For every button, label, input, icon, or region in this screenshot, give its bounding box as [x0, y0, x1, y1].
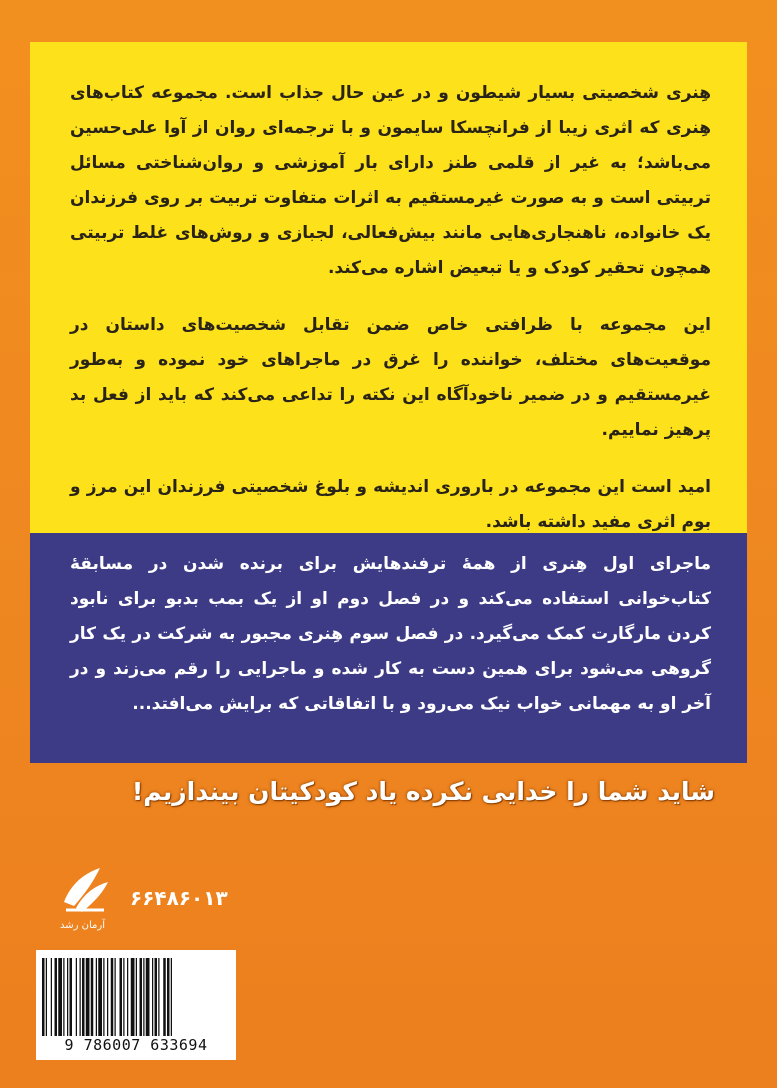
barcode-bar: [127, 958, 128, 1036]
barcode-bars: [42, 958, 230, 1036]
barcode-bar: [70, 958, 73, 1036]
barcode-bar: [42, 958, 45, 1036]
barcode-bar: [167, 958, 170, 1036]
barcode-bar: [152, 958, 153, 1036]
barcode-bar: [163, 958, 166, 1036]
barcode-bar: [140, 958, 143, 1036]
barcode-bar: [67, 958, 68, 1036]
barcode-bar: [103, 958, 104, 1036]
barcode: [36, 950, 236, 1060]
barcode-bar: [136, 958, 137, 1036]
tagline: شاید شما را خدایی نکرده یاد کودکیتان بیندازیم!: [131, 777, 715, 806]
description-paragraph-2: این مجموعه با ظرافتی خاص ضمن تقابل شخصیت‌های داستان در موقعیت‌های مختلف، خواننده را غرق در ماجراهای خود نموده و به‌طور غیرمستقیم و در ضمیر ناخودآگاه این نکته را تداعی می‌کند که باید از فعل بد پرهیز نماییم.: [70, 315, 711, 440]
synopsis-paragraph: ماجرای اول هِنری از همهٔ ترفندهایش برای برنده شدن در مسابقهٔ کتاب‌خوانی استفاده می‌کند و در فصل دوم او از یک بمب بدبو برای نابود کردن مارگارت کمک می‌گیرد. در فصل سوم هِنری مجبور به شرکت در یک کار گروهی می‌شود برای همین دست به کار شده و ماجرایی را رقم می‌زند و در آخر او به مهمانی خواب نیک می‌رود و با اتفاقاتی که برایش می‌افتد...: [70, 554, 711, 714]
barcode-bar: [123, 958, 124, 1036]
isbn-number: 9 786007 633694: [64, 1036, 208, 1054]
barcode-bar: [107, 958, 108, 1036]
barcode-bar: [76, 958, 77, 1036]
barcode-bar: [51, 958, 52, 1036]
barcode-bar: [98, 958, 102, 1036]
barcode-bar: [111, 958, 114, 1036]
publisher-block: [40, 862, 240, 942]
barcode-bar: [55, 958, 58, 1036]
barcode-bar: [63, 958, 64, 1036]
description-panel: [30, 42, 747, 533]
barcode-bar: [171, 958, 172, 1036]
barcode-bar: [46, 958, 47, 1036]
barcode-bar: [155, 958, 158, 1036]
barcode-bar: [58, 958, 62, 1036]
barcode-bar: [120, 958, 123, 1036]
barcode-bar: [146, 958, 150, 1036]
barcode-bar: [82, 958, 85, 1036]
publisher-name: آرمان رشد: [60, 920, 105, 931]
barcode-bar: [115, 958, 116, 1036]
description-paragraph-3: امید است این مجموعه در باروری اندیشه و بلوغ شخصیتی فرزندان این مرز و بوم اثری مفید داشته باشد.: [70, 477, 711, 532]
barcode-bar: [80, 958, 81, 1036]
barcode-bar: [96, 958, 97, 1036]
barcode-bar: [131, 958, 135, 1036]
barcode-bar: [158, 958, 159, 1036]
description-paragraph-1: هِنری شخصیتی بسیار شیطون و در عین حال جذاب است. مجموعه کتاب‌های هِنری که اثری زیبا از فرانچسکا سایمون و با ترجمه‌ای روان از آوا علی‌حسین می‌باشد؛ به غیر از قلمی طنز دارای بار آموزشی و روان‌شناختی مسائل تربیتی است و به صورت غیرمستقیم به اثرات متفاوت تربیت بر روی فرزندان یک خانواده، ناهنجاری‌هایی مانند بیش‌فعالی، لجبازی و روش‌های غلط تربیتی همچون تحقیر کودک و یا تبعیض اشاره می‌کند.: [70, 83, 711, 278]
publisher-phone: ۶۶۴۸۶۰۱۳: [130, 886, 228, 910]
book-leaf-icon: [58, 862, 114, 918]
barcode-bar: [91, 958, 94, 1036]
barcode-bar: [86, 958, 90, 1036]
barcode-bar: [143, 958, 144, 1036]
synopsis-panel: [30, 533, 747, 763]
